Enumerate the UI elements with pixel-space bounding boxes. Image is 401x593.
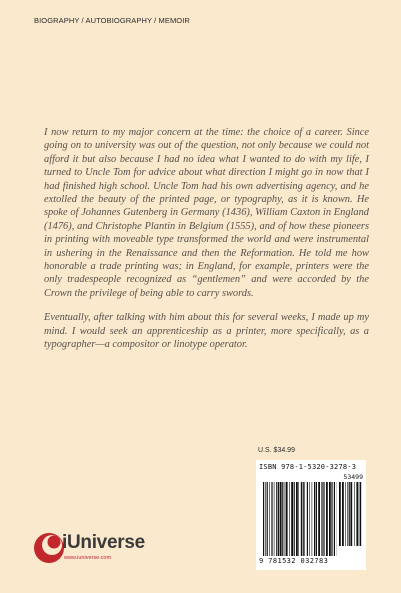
publisher-logo: [32, 530, 182, 570]
barcode: [256, 460, 366, 570]
blurb-paragraph-1: I now return to my major concern at the time: the choice of a career. Since going on to university was out of the question, not only because we could not afford it but also because I had no idea what I wanted to do with my life, I turned to Uncle Tom for advice about what direction I might go in now that I had finished high school. Uncle Tom had his own advertising agency, and he extolled the beauty of the printed page, or typography, as it is known. He spoke of Johannes Gutenberg in Germany (1436), William Caxton in England (1476), and Christophe Plantin in Belgium (1555), and of how these pioneers in printing with moveable type transformed the world and were instrumental in ushering in the Renaissance and then the Reformation. He told me how honorable a trade printing was; in England, for example, printers were the only tradespeople recognized as “gentlemen” and were accorded by the Crown the privilege of being able to carry swords.: [44, 127, 369, 299]
barcode-addon-bars: [339, 482, 363, 546]
barcode-bar: [274, 482, 275, 556]
barcode-bar: [298, 482, 299, 556]
category-label: BIOGRAPHY / AUTOBIOGRAPHY / MEMOIR: [34, 16, 190, 25]
barcode-bar: [321, 482, 322, 556]
barcode-bar: [316, 482, 317, 556]
barcode-bar: [286, 482, 288, 556]
barcode-bar: [301, 482, 302, 556]
barcode-bar: [280, 482, 282, 556]
barcode-bar: [276, 482, 277, 556]
price-label: U.S. $34.99: [258, 447, 295, 454]
barcode-bar: [322, 482, 323, 556]
barcode-bar: [324, 482, 325, 556]
barcode-bar: [342, 482, 344, 546]
barcode-bar: [271, 482, 272, 556]
isbn-text: ISBN 978-1-5320-3278-3: [259, 463, 357, 471]
barcode-bar: [294, 482, 295, 556]
barcode-bar: [307, 482, 308, 556]
ean-number: 9 781532 032783: [259, 557, 329, 565]
barcode-bar: [267, 482, 268, 556]
barcode-bar: [291, 482, 293, 556]
barcode-bar: [329, 482, 331, 556]
barcode-bar: [314, 482, 315, 556]
barcode-bar: [265, 482, 266, 556]
barcode-bar: [354, 482, 355, 546]
blurb-text: [44, 126, 369, 363]
barcode-bar: [309, 482, 310, 556]
barcode-bar: [359, 482, 360, 546]
blurb-paragraph-2: Eventually, after talking with him about this for several weeks, I made up my mind. I would seek an apprenticeship as a printer, more specifically, as a typographer—a compositor or linotype operator.: [44, 312, 369, 351]
barcode-bar: [349, 482, 350, 546]
barcode-bar: [360, 482, 361, 546]
barcode-bar: [326, 482, 328, 556]
barcode-bar: [303, 482, 304, 556]
barcode-bar: [289, 482, 290, 556]
barcode-bar: [285, 482, 286, 556]
barcode-bar: [296, 482, 298, 556]
addon-code: 53499: [343, 473, 363, 481]
barcode-bar: [339, 482, 341, 546]
barcode-bar: [263, 482, 264, 556]
barcode-bar: [304, 482, 305, 556]
barcode-bars: [263, 482, 337, 556]
publisher-url: www.iuniverse.com: [64, 555, 112, 561]
barcode-bar: [282, 482, 283, 556]
barcode-bar: [345, 482, 346, 546]
barcode-bar: [347, 482, 348, 546]
barcode-bar: [356, 482, 358, 546]
barcode-bar: [331, 482, 332, 556]
barcode-bar: [269, 482, 270, 556]
barcode-bar: [334, 482, 335, 556]
publisher-name: iUniverse: [62, 532, 145, 553]
barcode-bar: [350, 482, 352, 546]
barcode-bar: [318, 482, 320, 556]
barcode-bar: [278, 482, 279, 556]
barcode-bar: [312, 482, 313, 556]
